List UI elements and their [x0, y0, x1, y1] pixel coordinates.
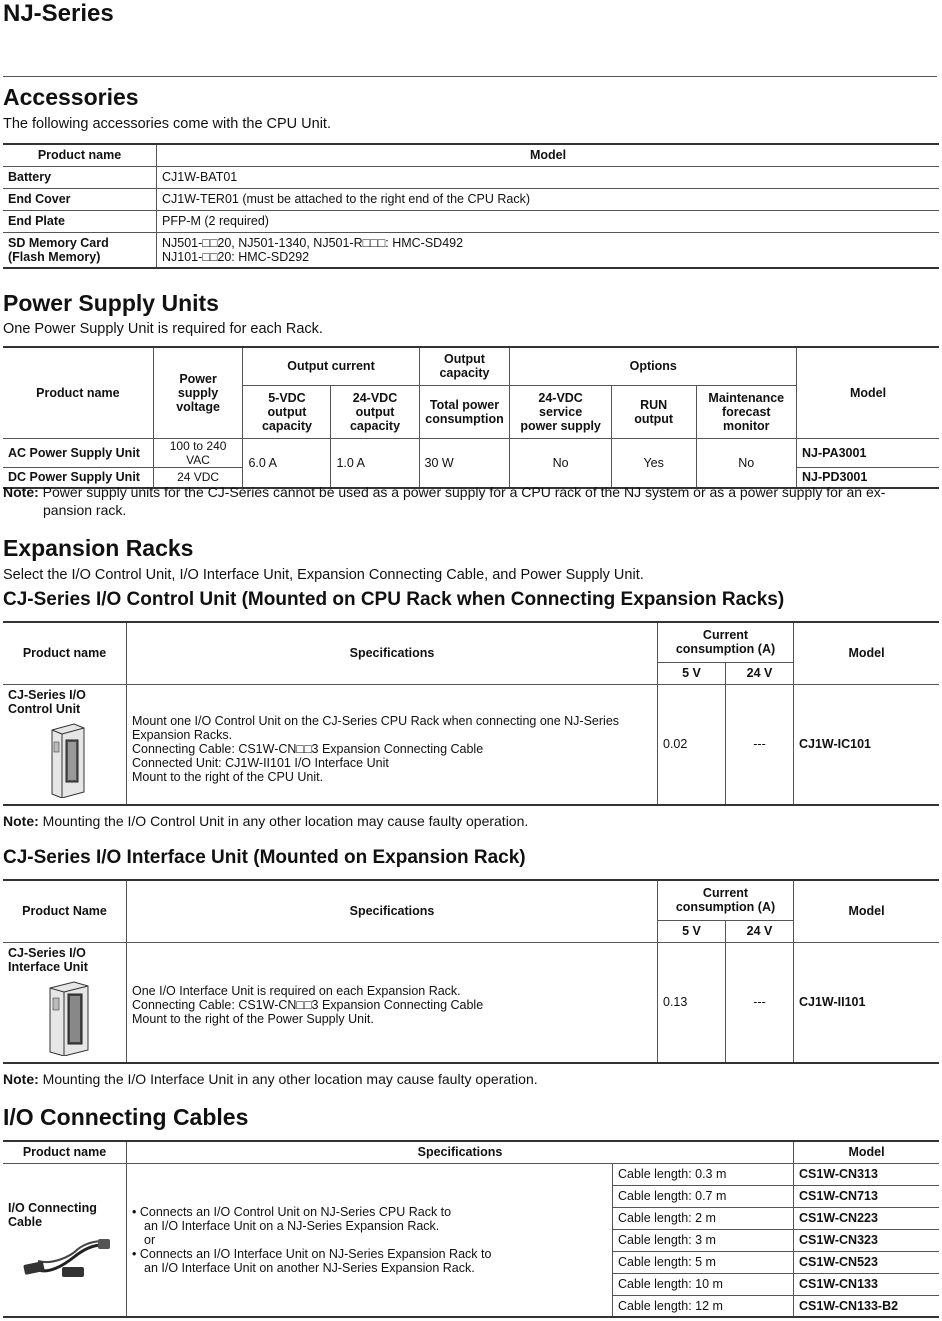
v5-cell: 6.0 A [243, 438, 331, 488]
h-specifications: Specifications [127, 880, 658, 942]
model-line: NJ101-□□20: HMC-SD292 [162, 249, 310, 264]
page-title: NJ-Series [3, 0, 114, 27]
cable-length-cell: Cable length: 0.7 m [613, 1185, 794, 1207]
spec-line: Connecting Cable: CS1W-CN□□3 Expansion Connecting Cable [132, 998, 484, 1013]
io-interface-unit-icon [44, 980, 94, 1056]
h-line: Current [702, 886, 749, 901]
interface-unit-table [3, 879, 939, 1064]
table-row [3, 438, 939, 467]
table-row [3, 684, 939, 805]
h-line: capacity [439, 366, 490, 381]
h-run-output [611, 385, 696, 438]
model-line: NJ501-□□20, NJ501-1340, NJ501-R□□□: HMC-SD492 [162, 235, 464, 250]
model-cell: CS1W-CN313 [794, 1163, 940, 1185]
h-specifications: Specifications [127, 622, 658, 684]
interface-unit-note [3, 1071, 538, 1087]
power-table [3, 346, 939, 489]
specifications-cell [127, 684, 658, 805]
product-name-cell [3, 942, 127, 1063]
h-line: consumption (A) [675, 642, 776, 657]
current-24v-cell: --- [726, 684, 794, 805]
name-line: CJ-Series I/O [8, 945, 86, 960]
model-cell: CS1W-CN523 [794, 1251, 940, 1273]
specifications-cell [127, 1163, 613, 1317]
h-maintenance [696, 385, 797, 438]
spec-line: Mount to the right of the Power Supply Unit. [132, 1012, 374, 1027]
h-product-name: Product name [3, 622, 127, 684]
h-line: voltage [176, 399, 220, 414]
power-heading: Power Supply Units [3, 290, 219, 316]
accessories-table [3, 143, 939, 269]
h-line: 5-VDC [268, 390, 306, 405]
expansion-lead: Select the I/O Control Unit, I/O Interface Unit, Expansion Connecting Cable, and Power Supply Unit. [3, 567, 644, 583]
h-model: Model [794, 1141, 940, 1163]
h-current [658, 622, 794, 662]
h-service-power [510, 385, 611, 438]
model-cell: CS1W-CN133-B2 [794, 1295, 940, 1317]
table-row [3, 210, 939, 232]
accessories-lead: The following accessories come with the CPU Unit. [3, 116, 331, 132]
name-line: CJ-Series I/O [8, 687, 86, 702]
h-line: Output [444, 352, 485, 367]
h-voltage [153, 347, 243, 438]
model-cell: PFP-M (2 required) [157, 210, 940, 232]
spec-line: an I/O Interface Unit on another NJ-Series Expansion Rack. [144, 1260, 475, 1275]
product-name-cell [3, 1163, 127, 1317]
cable-icon [18, 1235, 114, 1279]
h-product-name: Product Name [3, 880, 127, 942]
product-name-cell: AC Power Supply Unit [3, 438, 153, 467]
model-cell [157, 232, 940, 268]
h-line: forecast [721, 404, 771, 419]
h-model: Model [794, 622, 940, 684]
h-line: Current [702, 628, 749, 643]
h-line: service [539, 404, 583, 419]
cable-length-cell: Cable length: 5 m [613, 1251, 794, 1273]
cable-length-cell: Cable length: 10 m [613, 1273, 794, 1295]
h-line: monitor [723, 418, 770, 433]
h-current [658, 880, 794, 920]
power-note [3, 484, 939, 518]
note-text: Mounting the I/O Control Unit in any other location may cause faulty operation. [42, 813, 529, 829]
current-5v-cell: 0.13 [658, 942, 726, 1063]
spec-line: Connecting Cable: CS1W-CN□□3 Expansion Connecting Cable [132, 742, 484, 757]
cable-length-cell: Cable length: 2 m [613, 1207, 794, 1229]
model-cell: CS1W-CN223 [794, 1207, 940, 1229]
h-line: Total power [429, 397, 500, 412]
name-line: Interface Unit [8, 959, 88, 974]
model-cell: CS1W-CN133 [794, 1273, 940, 1295]
note-text: Mounting the I/O Interface Unit in any other location may cause faulty operation. [42, 1071, 538, 1087]
h-line: capacity [349, 418, 401, 433]
model-cell: CJ1W-TER01 (must be attached to the right end of the CPU Rack) [157, 188, 940, 210]
h-line: RUN [640, 397, 668, 412]
h-line: consumption (A) [675, 900, 776, 915]
h-24v: 24 V [726, 920, 794, 942]
h-line: Power supply [177, 371, 219, 400]
h-line: Maintenance [708, 390, 785, 405]
h-specifications: Specifications [127, 1141, 794, 1163]
name-line: I/O Connecting [8, 1200, 97, 1215]
accessories-heading: Accessories [3, 84, 139, 110]
name-line: Control Unit [8, 701, 81, 716]
control-unit-note [3, 813, 528, 829]
title-divider [3, 76, 937, 77]
specifications-cell [127, 942, 658, 1063]
model-cell: NJ-PD3001 [797, 467, 939, 488]
model-cell: CJ1W-IC101 [794, 684, 940, 805]
cable-length-cell: Cable length: 12 m [613, 1295, 794, 1317]
h-5v: 5 V [658, 662, 726, 684]
h-line: capacity [261, 418, 312, 433]
h-model: Model [797, 347, 939, 438]
h-output-current: Output current [243, 347, 419, 385]
bullet-mark: • [132, 1204, 137, 1219]
model-cell: NJ-PA3001 [797, 438, 939, 467]
model-cell: CJ1W-BAT01 [157, 166, 940, 188]
model-cell: CJ1W-II101 [794, 942, 940, 1063]
current-5v-cell: 0.02 [658, 684, 726, 805]
h-24v: 24 V [726, 662, 794, 684]
note-text: Power supply units for the CJ-Series cannot be used as a power supply for a CPU rack of the NJ system or as a power supply for an ex- [42, 484, 886, 500]
control-unit-table [3, 621, 939, 806]
note-label: Note: [3, 813, 39, 829]
h-line: 24-VDC [352, 390, 398, 405]
note-text: pansion rack. [43, 502, 127, 518]
cables-table [3, 1140, 939, 1318]
product-name-cell: End Plate [3, 210, 157, 232]
h-model: Model [794, 880, 940, 942]
product-name-cell [3, 684, 127, 805]
spec-line: Connected Unit: CJ1W-II101 I/O Interface Unit [132, 756, 389, 771]
table-row [3, 942, 939, 1063]
h-product-name: Product name [3, 1141, 127, 1163]
col-product-name: Product name [3, 144, 157, 166]
table-row [3, 1163, 939, 1185]
cable-length-cell: Cable length: 0.3 m [613, 1163, 794, 1185]
bullet-mark: • [132, 1246, 137, 1261]
h-line: output [355, 404, 395, 419]
h-product-name: Product name [3, 347, 153, 438]
bullet-1 [132, 1205, 607, 1219]
spec-line: Mount to the right of the CPU Unit. [132, 770, 324, 785]
power-lead: One Power Supply Unit is required for each Rack. [3, 321, 323, 337]
model-cell: CS1W-CN713 [794, 1185, 940, 1207]
spec-line: an I/O Interface Unit on a NJ-Series Expansion Rack. [144, 1218, 440, 1233]
name-line: Cable [8, 1214, 43, 1229]
product-name-cell: DC Power Supply Unit [8, 470, 140, 485]
interface-unit-heading: CJ-Series I/O Interface Unit (Mounted on Expansion Rack) [3, 847, 526, 868]
spec-line: Expansion Racks. [132, 728, 233, 743]
model-cell: CS1W-CN323 [794, 1229, 940, 1251]
service-cell: No [510, 438, 611, 488]
expansion-heading: Expansion Racks [3, 535, 194, 561]
maintenance-cell: No [696, 438, 797, 488]
h-5vdc [243, 385, 331, 438]
or-text: or [144, 1232, 156, 1247]
col-model: Model [157, 144, 940, 166]
h-output-capacity [419, 347, 510, 385]
spec-line: One I/O Interface Unit is required on each Expansion Rack. [132, 984, 461, 999]
h-line: output [267, 404, 307, 419]
h-options: Options [510, 347, 797, 385]
voltage-cell: 100 to 240 VAC [153, 438, 243, 467]
h-line: 24-VDC [538, 390, 583, 405]
run-cell: Yes [611, 438, 696, 488]
cable-length-cell: Cable length: 3 m [613, 1229, 794, 1251]
h-total-power [419, 385, 510, 438]
control-unit-heading: CJ-Series I/O Control Unit (Mounted on CPU Rack when Connecting Expansion Racks) [3, 589, 785, 610]
note-label: Note: [3, 484, 39, 500]
spec-line: Connects an I/O Interface Unit on NJ-Series Expansion Rack to [139, 1246, 492, 1261]
io-control-unit-icon [44, 722, 88, 798]
h-24vdc [331, 385, 419, 438]
v24-cell: 1.0 A [331, 438, 419, 488]
table-row [3, 188, 939, 210]
cables-heading: I/O Connecting Cables [3, 1104, 249, 1130]
product-name-cell: Battery [3, 166, 157, 188]
product-name-cell [3, 232, 157, 268]
voltage-cell: 24 VDC [153, 467, 243, 488]
h-line: output [634, 411, 674, 426]
h-line: power supply [520, 418, 601, 433]
table-row [3, 232, 939, 268]
spec-line: Connects an I/O Control Unit on NJ-Series CPU Rack to [139, 1204, 452, 1219]
note-label: Note: [3, 1071, 39, 1087]
h-line: consumption [425, 411, 504, 426]
name-line: (Flash Memory) [8, 249, 101, 264]
current-24v-cell: --- [726, 942, 794, 1063]
name-line: SD Memory Card [8, 235, 109, 250]
bullet-2 [132, 1247, 607, 1261]
spec-line: Mount one I/O Control Unit on the CJ-Series CPU Rack when connecting one NJ-Series [132, 714, 620, 729]
total-power-cell: 30 W [419, 438, 510, 488]
h-5v: 5 V [658, 920, 726, 942]
product-name-cell: End Cover [3, 188, 157, 210]
table-row [3, 166, 939, 188]
